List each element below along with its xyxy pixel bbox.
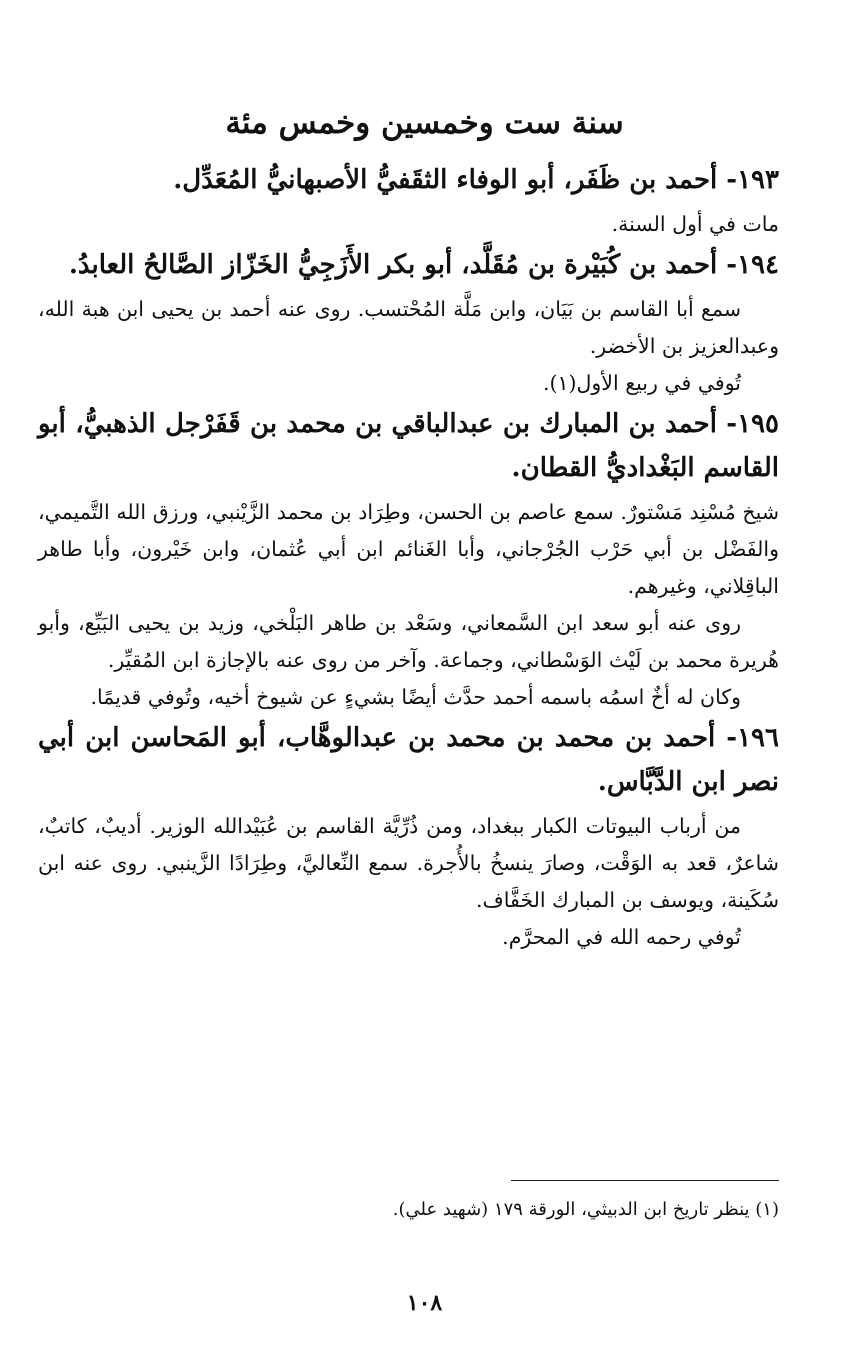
entry-title: ١٩٣- أحمد بن ظَفَر، أبو الوفاء الثقَفيُّ الأصبهانيُّ المُعَدِّل.	[173, 165, 779, 195]
entry-196	[38, 716, 779, 956]
year-heading: سنة ست وخمسين وخمس مئة	[225, 105, 624, 141]
footnote: (١) ينظر تاريخ ابن الدبيثي، الورقة ١٧٩ (شهيد علي).	[392, 1199, 779, 1220]
entry-194	[38, 243, 779, 402]
entry-title: ١٩٤- أحمد بن كُبَيْرة بن مُقَلَّد، أبو بكر الأَزَجِيُّ الخَزّاز الصَّالحُ العابدُ.	[68, 250, 779, 280]
entry-paragraph: تُوفي في ربيع الأول(١).	[542, 371, 741, 395]
footnote-divider	[511, 1180, 779, 1181]
entry-paragraph: شيخ مُسْنِد مَسْتورٌ. سمع عاصم بن الحسن، وطِرَاد بن محمد الزَّيْنبي، ورزق الله التَّميمي، والفَضْل بن أبي حَرْب الجُرْجاني، وأبا الغَنائم ابن أبي عُثمان، وابن خَيْرون، وأبا طاهر الباقِلاني، وغيرهم.	[38, 500, 779, 598]
entry-paragraph: تُوفي رحمه الله في المحرَّم.	[502, 925, 741, 949]
page-body	[38, 158, 779, 956]
entry-195	[38, 402, 779, 716]
entry-paragraph: مات في أول السنة.	[611, 212, 779, 236]
entry-paragraph: سمع أبا القاسم بن بَيَان، وابن مَلَّة المُحْتسب. روى عنه أحمد بن يحيى ابن هبة الله، وعبدالعزيز بن الأخضر.	[38, 297, 779, 358]
entry-paragraph: روى عنه أبو سعد ابن السَّمعاني، وسَعْد بن طاهر البَلْخي، وزيد بن يحيى البَيِّع، وأبو هُريرة محمد بن لَيْث الوَسْطاني، وجماعة. وآخر من روى عنه بالإجازة ابن المُقيِّر.	[38, 611, 779, 672]
entry-title: ١٩٥- أحمد بن المبارك بن عبدالباقي بن محمد بن قَفَرْجل الذهبيُّ، أبو القاسم البَغْداديُّ القطان.	[38, 409, 779, 483]
entry-paragraph: من أرباب البيوتات الكبار ببغداد، ومن ذُرِّيَّة القاسم بن عُبَيْدالله الوزير. أديبٌ، كاتبٌ، شاعرٌ، قعد به الوَقْت، وصارَ ينسخُ بالأُجرة. سمع النِّعاليَّ، وطِرَادًا الزَّينبي. روى عنه ابن سُكَينة، ويوسف بن المبارك الخَفَّاف.	[38, 814, 779, 912]
entry-paragraph: وكان له أخٌ اسمُه باسمه أحمد حدَّث أيضًا بشيءٍ عن شيوخ أخيه، وتُوفي قديمًا.	[90, 685, 741, 709]
entry-title: ١٩٦- أحمد بن محمد بن محمد بن عبدالوهَّاب، أبو المَحاسن ابن أبي نصر ابن الدَّبَّاس.	[38, 723, 779, 797]
entry-193	[38, 158, 779, 243]
page-number: ١٠٨	[406, 1290, 443, 1316]
